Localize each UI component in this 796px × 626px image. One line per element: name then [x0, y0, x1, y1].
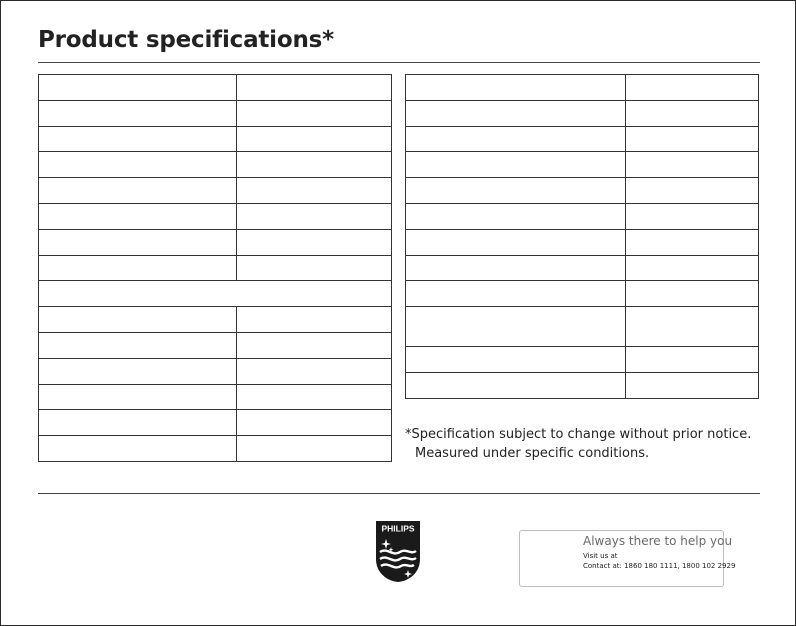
table-row [406, 347, 759, 373]
spec-label-cell [406, 178, 626, 204]
top-divider [38, 62, 760, 63]
spec-value-cell [237, 307, 392, 333]
spec-label-cell [406, 100, 626, 126]
spec-label-cell [39, 410, 237, 436]
table-row [406, 229, 759, 255]
spec-value-cell [626, 152, 759, 178]
table-row [406, 100, 759, 126]
table-row [406, 75, 759, 101]
table-row [406, 152, 759, 178]
table-row [39, 203, 392, 229]
table-row [39, 126, 392, 152]
section-header-cell [39, 281, 392, 307]
spec-label-cell [39, 100, 237, 126]
spec-label-cell [39, 178, 237, 204]
table-row [39, 152, 392, 178]
spec-value-cell [237, 255, 392, 281]
help-title: Always there to help you [583, 534, 733, 548]
spec-value-cell [626, 347, 759, 373]
section-header-row [39, 281, 392, 307]
spec-value-cell [237, 178, 392, 204]
table-row [39, 229, 392, 255]
spec-value-cell [626, 281, 759, 307]
spec-value-cell [626, 100, 759, 126]
footnote-line-2: Measured under specific conditions. [415, 446, 650, 461]
help-visit-text: Visit us at [583, 552, 618, 560]
spec-value-cell [237, 410, 392, 436]
spec-value-cell [237, 75, 392, 101]
spec-label-cell [39, 255, 237, 281]
spec-value-cell [626, 75, 759, 101]
logo-brand-text: PHILIPS [381, 523, 415, 534]
table-row [406, 372, 759, 398]
table-row [39, 332, 392, 358]
spec-value-cell [237, 152, 392, 178]
spec-label-cell [406, 307, 626, 347]
table-row [39, 384, 392, 410]
table-row [406, 255, 759, 281]
spec-value-cell [237, 203, 392, 229]
table-row [39, 178, 392, 204]
spec-label-cell [39, 384, 237, 410]
table-row [39, 255, 392, 281]
spec-value-cell [237, 358, 392, 384]
spec-label-cell [39, 332, 237, 358]
table-row [39, 307, 392, 333]
help-box [519, 530, 736, 587]
spec-footnote [405, 425, 751, 463]
spec-label-cell [406, 347, 626, 373]
spec-label-cell [406, 126, 626, 152]
spec-label-cell [39, 229, 237, 255]
spec-label-cell [39, 152, 237, 178]
spec-value-cell [626, 307, 759, 347]
spec-value-cell [626, 229, 759, 255]
spec-label-cell [406, 75, 626, 101]
table-row [39, 358, 392, 384]
spec-label-cell [406, 203, 626, 229]
spec-label-cell [406, 281, 626, 307]
footnote-line-1: *Specification subject to change without prior notice. [405, 427, 752, 442]
help-contact-text: Contact at: 1860 180 1111, 1800 102 2929 [583, 562, 736, 570]
spec-table-right [405, 74, 759, 399]
table-row [39, 75, 392, 101]
bottom-divider [38, 493, 760, 494]
spec-value-cell [237, 436, 392, 462]
page-title: Product specifications* [38, 27, 334, 53]
spec-table-left [38, 74, 392, 462]
spec-value-cell [237, 384, 392, 410]
spec-value-cell [626, 203, 759, 229]
table-row [406, 178, 759, 204]
spec-value-cell [626, 255, 759, 281]
spec-label-cell [39, 358, 237, 384]
spec-value-cell [237, 229, 392, 255]
table-row [406, 126, 759, 152]
table-row [39, 100, 392, 126]
spec-value-cell [237, 332, 392, 358]
table-row [39, 410, 392, 436]
spec-value-cell [626, 178, 759, 204]
spec-value-cell [626, 372, 759, 398]
spec-label-cell [406, 255, 626, 281]
spec-label-cell [39, 436, 237, 462]
spec-label-cell [39, 126, 237, 152]
philips-shield-logo [373, 519, 423, 583]
spec-label-cell [406, 372, 626, 398]
table-row [39, 436, 392, 462]
table-row [406, 307, 759, 347]
spec-label-cell [39, 307, 237, 333]
table-row [406, 281, 759, 307]
spec-value-cell [626, 126, 759, 152]
spec-label-cell [39, 203, 237, 229]
spec-label-cell [406, 229, 626, 255]
spec-label-cell [39, 75, 237, 101]
table-row [406, 203, 759, 229]
spec-value-cell [237, 100, 392, 126]
spec-label-cell [406, 152, 626, 178]
spec-value-cell [237, 126, 392, 152]
